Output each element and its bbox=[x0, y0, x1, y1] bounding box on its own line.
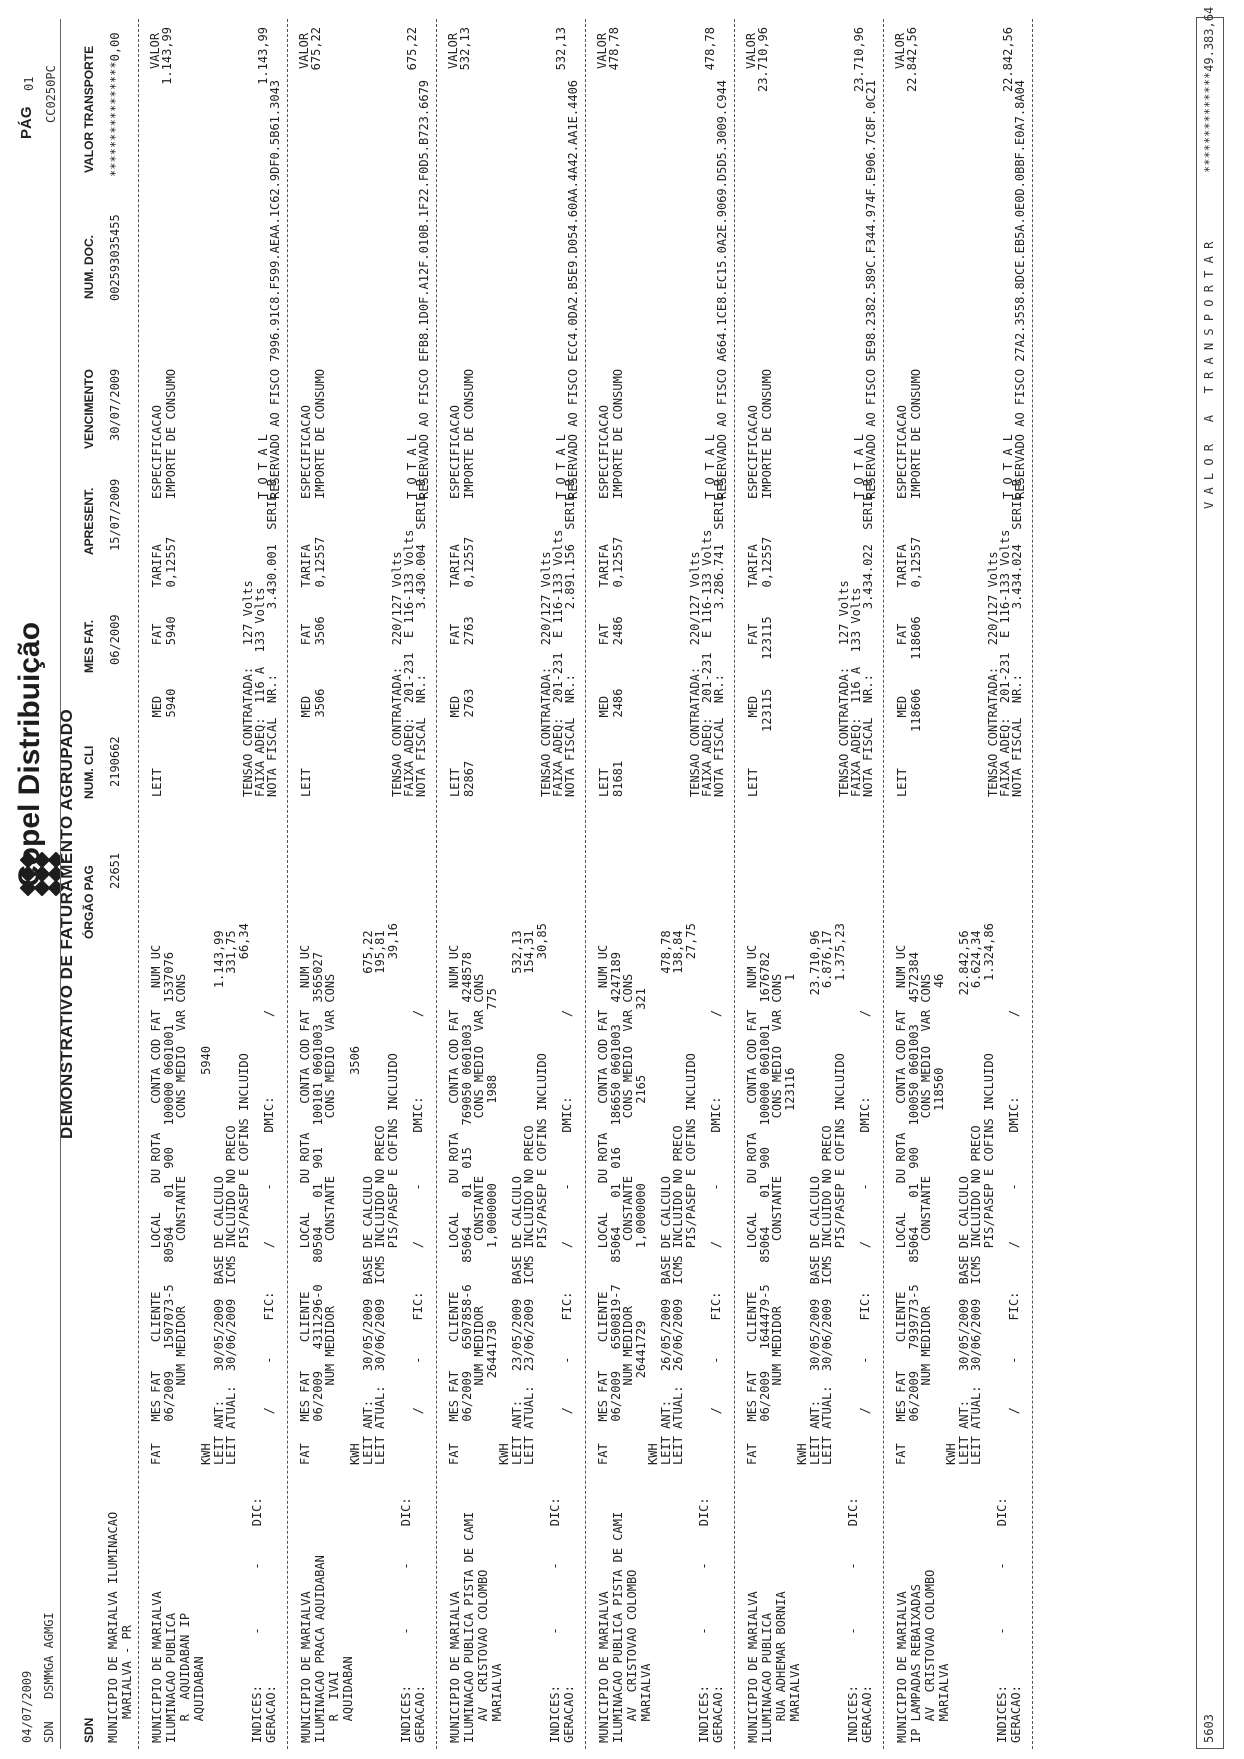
item-spec-line: IMPORTE DE CONSUMO bbox=[462, 368, 476, 499]
item-total: 675,22 bbox=[405, 27, 419, 71]
item-address-line: ILUMINACAO PRACA AQUIDABAN bbox=[313, 1555, 327, 1743]
item-leit-block bbox=[299, 537, 327, 797]
item-tensao-line: FAIXA ADEQ: 116 A 133 Volts bbox=[849, 587, 863, 797]
item-total: 23.710,96 bbox=[852, 27, 866, 93]
item-fat-block bbox=[597, 923, 722, 1465]
item-fat-line bbox=[995, 923, 1008, 1465]
page-title: DEMONSTRATIVO DE FATURAMENTO AGRUPADO bbox=[57, 708, 76, 1139]
item-total: 478,78 bbox=[703, 27, 717, 71]
item-spec-line: IMPORTE DE CONSUMO bbox=[760, 368, 774, 499]
item-fat-line: LEIT ATUAL: 26/06/2009 ICMS INCLUIDO NO PRECO 138,84 bbox=[671, 930, 685, 1465]
item-fat-line bbox=[399, 923, 412, 1465]
item-spec-block bbox=[448, 369, 476, 499]
client-valor-transporte: ****************0,00 bbox=[108, 32, 122, 177]
item-fat-line: PIS/PASEP E COFINS INCLUIDO 27,75 bbox=[683, 923, 698, 1465]
item-indices: INDICES: - - DIC: bbox=[399, 1497, 413, 1743]
client-city: MARIALVA - PR bbox=[120, 1625, 134, 1719]
item-tensao-line: FAIXA ADEQ: 116 A 133 Volts bbox=[253, 587, 267, 797]
item-leit-line: LEIT MED FAT TARIFA bbox=[150, 544, 164, 797]
item-fat-block bbox=[150, 923, 275, 1465]
item-spec-block bbox=[597, 369, 625, 499]
item-address-line: AQUIDABAN bbox=[192, 1656, 206, 1743]
logo-name: Copel Distribuição bbox=[13, 621, 46, 887]
item-spec-line: ESPECIFICACAO bbox=[746, 405, 760, 499]
item-separator bbox=[734, 19, 735, 1749]
item-leit-block bbox=[746, 537, 774, 797]
program-code: CC0250PC bbox=[44, 65, 58, 123]
system-code: SDN bbox=[42, 1721, 56, 1743]
item-fat-block bbox=[448, 923, 573, 1465]
item-spec-line: ESPECIFICACAO bbox=[150, 405, 164, 499]
item-leit-line: 3506 3506 0,12557 bbox=[313, 536, 327, 797]
item-address bbox=[150, 1591, 206, 1743]
item-fat-line: KWH 5940 bbox=[199, 1045, 213, 1465]
item-address-line: MUNICIPIO DE MARIALVA bbox=[597, 1591, 611, 1743]
item-tensao-block bbox=[391, 479, 427, 797]
item-tensao-block bbox=[838, 479, 874, 797]
item-leit-line: 81681 2486 2486 0,12557 bbox=[611, 536, 625, 797]
item-address-line: AQUIDABAN bbox=[341, 1656, 355, 1743]
item-address-line: AV CRISTOVAO COLOMBO bbox=[625, 1569, 639, 1743]
item-spec-block bbox=[299, 369, 327, 499]
item-fat-line bbox=[250, 923, 263, 1465]
item-fat-block bbox=[746, 923, 871, 1465]
item-geracao: GERACAO: bbox=[711, 1685, 725, 1743]
item-leit-line: LEIT MED FAT TARIFA bbox=[895, 544, 909, 797]
item-tensao-line: NOTA FISCAL NR.: 3.434.022 SERIE B bbox=[861, 479, 875, 797]
item-fat-block bbox=[895, 923, 1020, 1465]
item-fat-line: FAT MES FAT CLIENTE LOCAL DU ROTA CONTA COD FAT NUM UC bbox=[447, 944, 461, 1465]
item-fat-line: LEIT ANT: 30/05/2009 BASE DE CALCULO 22.842,56 bbox=[956, 930, 971, 1465]
item-total: 532,13 bbox=[554, 27, 568, 71]
item-tensao-line: NOTA FISCAL NR.: 3.434.024 SERIE B bbox=[1010, 479, 1024, 797]
col-sdn: SDN bbox=[82, 1717, 96, 1743]
item-fat-line: NUM MEDIDOR CONSTANTE CONS MEDIO VAR CONS bbox=[919, 973, 933, 1465]
item-fat-line: 06/2009 1644479-5 85064 01 900 100000 0601001 1676782 bbox=[757, 952, 772, 1465]
item-fat-block bbox=[299, 923, 424, 1465]
item-address-line: MUNICIPIO DE MARIALVA bbox=[150, 1591, 164, 1743]
item-fat-line: PIS/PASEP E COFINS INCLUIDO 1.375,23 bbox=[832, 923, 847, 1465]
item-address-line: MARIALVA bbox=[788, 1663, 802, 1743]
item-valor: 532,13 bbox=[458, 27, 472, 71]
item-total: 22.842,56 bbox=[1001, 27, 1015, 93]
item-fisco: RESERVADO AO FISCO 27A2.3558.8DCE.EB5A.0E0D.0BBF.E0A7.8A04 bbox=[1013, 79, 1027, 499]
item-tensao-line: TENSAO CONTRATADA: 220/127 Volts bbox=[539, 551, 553, 797]
item-fat-line: 06/2009 6500819-7 85064 01 016 186650 0601003 4247189 bbox=[608, 952, 623, 1465]
item-fat-line: LEIT ANT: 30/05/2009 BASE DE CALCULO 1.143,99 bbox=[211, 930, 226, 1465]
client-name: MUNICIPIO DE MARIALVA ILUMINACAO bbox=[106, 1511, 120, 1743]
col-num-doc: NUM. DOC. bbox=[82, 235, 96, 299]
item-fat-line: LEIT ANT: 23/05/2009 BASE DE CALCULO 532,13 bbox=[509, 930, 524, 1465]
item-indices: INDICES: - - DIC: bbox=[697, 1497, 711, 1743]
item-fat-line: FAT MES FAT CLIENTE LOCAL DU ROTA CONTA COD FAT NUM UC bbox=[149, 944, 163, 1465]
item-fat-line: PIS/PASEP E COFINS INCLUIDO 66,34 bbox=[236, 923, 251, 1465]
item-spec-line: IMPORTE DE CONSUMO bbox=[164, 368, 178, 499]
report-date: 04/07/2009 bbox=[20, 1670, 34, 1743]
item-tensao-line: NOTA FISCAL NR.: 3.430.001 SERIE B bbox=[265, 479, 279, 797]
item-spec-line: IMPORTE DE CONSUMO bbox=[313, 368, 327, 499]
item-address-line: MARIALVA bbox=[639, 1663, 653, 1743]
item-separator bbox=[287, 19, 288, 1749]
col-num-cli: NUM. CLI bbox=[82, 745, 96, 799]
item-fat-line: PIS/PASEP E COFINS INCLUIDO 39,16 bbox=[385, 923, 400, 1465]
item-separator bbox=[138, 19, 139, 1749]
item-spec-block bbox=[746, 369, 774, 499]
client-apresent: 15/07/2009 bbox=[108, 478, 122, 551]
item-valor: 478,78 bbox=[607, 27, 621, 71]
item-spec-block bbox=[150, 369, 178, 499]
item-fisco: RESERVADO AO FISCO EFB8.1D0F.A12F.010B.1F22.F0D5.B723.6679 bbox=[417, 79, 431, 499]
item-fat-line: 06/2009 4311296-0 80504 01 901 100101 0601003 3565027 bbox=[310, 952, 325, 1465]
item-total-label: T O T A L bbox=[1001, 433, 1015, 499]
item-address-line: MARIALVA bbox=[490, 1663, 504, 1743]
item-fat-line: / - FIC: / - DMIC: / bbox=[559, 1009, 574, 1465]
item-fat-line: NUM MEDIDOR CONSTANTE CONS MEDIO VAR CONS bbox=[174, 973, 188, 1465]
item-fisco: RESERVADO AO FISCO A664.1CE8.EC15.0A2E.9069.D5D5.3009.C944 bbox=[715, 79, 729, 499]
footer-total: **************49.383,64 bbox=[1202, 6, 1216, 173]
item-tensao-block bbox=[540, 479, 576, 797]
item-indices: INDICES: - - DIC: bbox=[846, 1497, 860, 1743]
item-fat-line: 118560 46 bbox=[931, 973, 946, 1465]
item-fat-line: / - FIC: / - DMIC: / bbox=[410, 1009, 425, 1465]
item-fat-line: KWH bbox=[497, 1443, 511, 1465]
item-fat-line: KWH bbox=[646, 1443, 660, 1465]
item-address bbox=[746, 1591, 802, 1743]
item-fat-line: 26441729 1,0000000 2165 321 bbox=[633, 988, 648, 1465]
col-mes-fat: MES FAT. bbox=[82, 619, 96, 673]
item-tensao-block bbox=[242, 479, 278, 797]
item-fat-line: LEIT ATUAL: 30/06/2009 ICMS INCLUIDO NO PRECO 6.876,17 bbox=[820, 930, 834, 1465]
item-total-label: T O T A L bbox=[852, 433, 866, 499]
item-fat-line: 06/2009 6507858-6 85064 01 015 769050 0601003 4248578 bbox=[459, 952, 474, 1465]
item-address-line: ILUMINACAO PUBLICA bbox=[760, 1612, 774, 1743]
item-valor-head: VALOR bbox=[148, 32, 162, 69]
item-geracao: GERACAO: bbox=[860, 1685, 874, 1743]
item-geracao: GERACAO: bbox=[264, 1685, 278, 1743]
item-fat-line: LEIT ATUAL: 23/06/2009 ICMS INCLUIDO NO PRECO 154,31 bbox=[522, 930, 536, 1465]
group-code: DSMMGA AGMGI bbox=[42, 1612, 56, 1699]
item-fat-line: LEIT ANT: 26/05/2009 BASE DE CALCULO 478,78 bbox=[658, 930, 673, 1465]
item-tensao-block bbox=[689, 479, 725, 797]
item-fat-line: FAT MES FAT CLIENTE LOCAL DU ROTA CONTA COD FAT NUM UC bbox=[596, 944, 610, 1465]
item-spec-line: ESPECIFICACAO bbox=[895, 405, 909, 499]
item-fat-line: FAT MES FAT CLIENTE LOCAL DU ROTA CONTA COD FAT NUM UC bbox=[894, 944, 908, 1465]
item-address bbox=[299, 1555, 355, 1743]
item-fat-line: PIS/PASEP E COFINS INCLUIDO 1.324,86 bbox=[981, 923, 996, 1465]
item-address bbox=[448, 1512, 504, 1743]
item-valor: 675,22 bbox=[309, 27, 323, 71]
item-separator bbox=[585, 19, 586, 1749]
item-address-line: IP LAMPADAS REBAIXADAS bbox=[909, 1584, 923, 1743]
item-tensao-block bbox=[987, 479, 1023, 797]
item-fat-line: LEIT ATUAL: 30/06/2009 ICMS INCLUIDO NO PRECO 195,81 bbox=[373, 930, 387, 1465]
item-fat-line: / - FIC: / - DMIC: / bbox=[857, 1009, 872, 1465]
header-rule bbox=[60, 19, 61, 1749]
col-orgao-pag: ÓRGÃO PAG bbox=[82, 865, 96, 939]
item-fat-line: LEIT ANT: 30/05/2009 BASE DE CALCULO 23.710,96 bbox=[807, 930, 822, 1465]
col-valor-transporte: VALOR TRANSPORTE bbox=[82, 45, 96, 173]
item-address-line: MUNICIPIO DE MARIALVA bbox=[299, 1591, 313, 1743]
item-leit-line: LEIT MED FAT TARIFA bbox=[299, 544, 313, 797]
item-fat-line: 06/2009 1507073-5 80504 01 900 100000 0601001 1537076 bbox=[161, 952, 176, 1465]
item-total-label: T O T A L bbox=[703, 433, 717, 499]
item-fat-line: 06/2009 7939773-5 85064 01 900 100050 0601003 4572384 bbox=[906, 952, 921, 1465]
item-tensao-line: NOTA FISCAL NR.: 2.891.156 SERIE B bbox=[563, 479, 577, 797]
item-fat-line: FAT MES FAT CLIENTE LOCAL DU ROTA CONTA COD FAT NUM UC bbox=[298, 944, 312, 1465]
item-leit-block bbox=[150, 537, 178, 797]
item-tensao-line: FAIXA ADEQ: 201-231 E 116-133 Volts bbox=[402, 529, 416, 797]
client-orgao-pag: 22651 bbox=[108, 852, 122, 889]
item-valor: 1.143,99 bbox=[160, 27, 174, 85]
item-total-label: T O T A L bbox=[256, 433, 270, 499]
item-fat-line: / - FIC: / - DMIC: / bbox=[261, 1009, 276, 1465]
item-leit-line: LEIT MED FAT TARIFA bbox=[448, 544, 462, 797]
item-fisco: RESERVADO AO FISCO 7996.91C8.F599.AEAA.1C62.9DF0.5B61.3043 bbox=[268, 79, 282, 499]
item-valor: 22.842,56 bbox=[905, 27, 919, 93]
item-fat-line: 123116 1 bbox=[782, 973, 797, 1465]
item-indices: INDICES: - - DIC: bbox=[995, 1497, 1009, 1743]
item-address-line: ILUMINACAO PUBLICA bbox=[164, 1612, 178, 1743]
item-spec-line: IMPORTE DE CONSUMO bbox=[611, 368, 625, 499]
item-address-line: MARIALVA bbox=[937, 1663, 951, 1743]
item-address-line: RUA ADHEMAR BORNIA bbox=[774, 1591, 788, 1743]
item-geracao: GERACAO: bbox=[413, 1685, 427, 1743]
item-leit-line: 118606 118606 0,12557 bbox=[909, 536, 923, 797]
item-address-line: ILUMINACAO PUBLICA PISTA DE CAMI bbox=[462, 1511, 476, 1743]
item-valor: 23.710,96 bbox=[756, 27, 770, 93]
item-tensao-line: TENSAO CONTRATADA: 127 Volts bbox=[837, 580, 851, 797]
client-vencimento: 30/07/2009 bbox=[108, 368, 122, 441]
item-spec-line: ESPECIFICACAO bbox=[299, 405, 313, 499]
item-fat-line: / - FIC: / - DMIC: / bbox=[708, 1009, 723, 1465]
page-number: 01 bbox=[22, 76, 36, 91]
item-tensao-line: TENSAO CONTRATADA: 220/127 Volts bbox=[390, 551, 404, 797]
item-fat-line: NUM MEDIDOR CONSTANTE CONS MEDIO VAR CONS bbox=[323, 973, 337, 1465]
item-spec-block bbox=[895, 369, 923, 499]
col-apresent: APRESENT. bbox=[82, 487, 96, 555]
item-fat-line: LEIT ATUAL: 30/06/2009 ICMS INCLUIDO NO PRECO 331,75 bbox=[224, 930, 238, 1465]
client-num-cli: 2190662 bbox=[108, 736, 122, 787]
item-tensao-line: NOTA FISCAL NR.: 3.286.741 SERIE B bbox=[712, 479, 726, 797]
item-tensao-line: TENSAO CONTRATADA: 127 Volts bbox=[241, 580, 255, 797]
item-fisco: RESERVADO AO FISCO ECC4.0DA2.B5E9.D054.60AA.4A42.AA1E.4406 bbox=[566, 79, 580, 499]
item-tensao-line: NOTA FISCAL NR.: 3.430.004 SERIE B bbox=[414, 479, 428, 797]
item-geracao: GERACAO: bbox=[562, 1685, 576, 1743]
item-indices: INDICES: - - DIC: bbox=[548, 1497, 562, 1743]
item-address-line: MUNICIPIO DE MARIALVA bbox=[746, 1591, 760, 1743]
item-address-line: AV CRISTOVAO COLOMBO bbox=[476, 1569, 490, 1743]
item-geracao: GERACAO: bbox=[1009, 1685, 1023, 1743]
item-address-line: R IVAI bbox=[327, 1670, 341, 1743]
item-fat-line: KWH bbox=[944, 1443, 958, 1465]
item-fisco: RESERVADO AO FISCO 5E98.2382.589C.F344.974F.E906.7C8F.0C21 bbox=[864, 79, 878, 499]
item-fat-line bbox=[548, 923, 561, 1465]
item-address bbox=[895, 1570, 951, 1743]
item-tensao-line: FAIXA ADEQ: 201-231 E 116-133 Volts bbox=[998, 529, 1012, 797]
item-total: 1.143,99 bbox=[256, 27, 270, 85]
item-fat-line: KWH 3506 bbox=[348, 1045, 362, 1465]
item-total-label: T O T A L bbox=[405, 433, 419, 499]
item-leit-line: LEIT MED FAT TARIFA bbox=[746, 544, 760, 797]
item-leit-block bbox=[895, 537, 923, 797]
item-fat-line bbox=[697, 923, 710, 1465]
item-total-label: T O T A L bbox=[554, 433, 568, 499]
item-tensao-line: FAIXA ADEQ: 201-231 E 116-133 Volts bbox=[700, 529, 714, 797]
item-address-line: AV CRISTOVAO COLOMBO bbox=[923, 1569, 937, 1743]
item-address bbox=[597, 1512, 653, 1743]
item-leit-block bbox=[597, 537, 625, 797]
item-fat-line: NUM MEDIDOR CONSTANTE CONS MEDIO VAR CONS bbox=[472, 973, 486, 1465]
item-valor-head: VALOR bbox=[297, 32, 311, 69]
item-spec-line: ESPECIFICACAO bbox=[597, 405, 611, 499]
item-fat-line: PIS/PASEP E COFINS INCLUIDO 30,85 bbox=[534, 923, 549, 1465]
item-valor-head: VALOR bbox=[893, 32, 907, 69]
item-address-line: MUNICIPIO DE MARIALVA bbox=[448, 1591, 462, 1743]
item-leit-line: 5940 5940 0,12557 bbox=[164, 536, 178, 797]
item-valor-head: VALOR bbox=[744, 32, 758, 69]
item-address-line: ILUMINACAO PUBLICA PISTA DE CAMI bbox=[611, 1511, 625, 1743]
col-vencimento: VENCIMENTO bbox=[82, 369, 96, 449]
item-fat-line: LEIT ATUAL: 30/06/2009 ICMS INCLUIDO NO PRECO 6.624,34 bbox=[969, 930, 983, 1465]
item-address-line: R AQUIDABAN IP bbox=[178, 1612, 192, 1743]
item-valor-head: VALOR bbox=[446, 32, 460, 69]
item-spec-line: IMPORTE DE CONSUMO bbox=[909, 368, 923, 499]
item-fat-line: FAT MES FAT CLIENTE LOCAL DU ROTA CONTA COD FAT NUM UC bbox=[745, 944, 759, 1465]
item-fat-line: 26441730 1,0000000 1988 775 bbox=[484, 988, 499, 1465]
item-separator bbox=[1032, 19, 1033, 1749]
page-label: PÁG bbox=[18, 106, 35, 139]
item-fat-line: KWH bbox=[795, 1443, 809, 1465]
item-fat-line: / - FIC: / - DMIC: / bbox=[1006, 1009, 1021, 1465]
item-address-line: MUNICIPIO DE MARIALVA bbox=[895, 1591, 909, 1743]
client-mes-fat: 06/2009 bbox=[108, 614, 122, 665]
footer-code: 5603 bbox=[1202, 1714, 1216, 1743]
item-separator bbox=[436, 19, 437, 1749]
item-leit-line: 123115 123115 0,12557 bbox=[760, 536, 774, 797]
item-tensao-line: TENSAO CONTRATADA: 220/127 Volts bbox=[986, 551, 1000, 797]
item-fat-line: LEIT ANT: 30/05/2009 BASE DE CALCULO 675,22 bbox=[360, 930, 375, 1465]
item-separator bbox=[883, 19, 884, 1749]
item-spec-line: ESPECIFICACAO bbox=[448, 405, 462, 499]
item-leit-line: LEIT MED FAT TARIFA bbox=[597, 544, 611, 797]
item-fat-line bbox=[846, 923, 859, 1465]
item-leit-line: 82867 2763 2763 0,12557 bbox=[462, 536, 476, 797]
item-tensao-line: TENSAO CONTRATADA: 220/127 Volts bbox=[688, 551, 702, 797]
item-valor-head: VALOR bbox=[595, 32, 609, 69]
footer-label: V A L O R A T R A N S P O R T A R bbox=[1202, 241, 1216, 509]
item-fat-line: NUM MEDIDOR CONSTANTE CONS MEDIO VAR CONS bbox=[621, 973, 635, 1465]
item-leit-block bbox=[448, 537, 476, 797]
item-fat-line: NUM MEDIDOR CONSTANTE CONS MEDIO VAR CONS bbox=[770, 973, 784, 1465]
item-indices: INDICES: - - DIC: bbox=[250, 1497, 264, 1743]
client-num-doc: 00259303545​5 bbox=[108, 214, 122, 301]
item-tensao-line: FAIXA ADEQ: 201-231 E 116-133 Volts bbox=[551, 529, 565, 797]
